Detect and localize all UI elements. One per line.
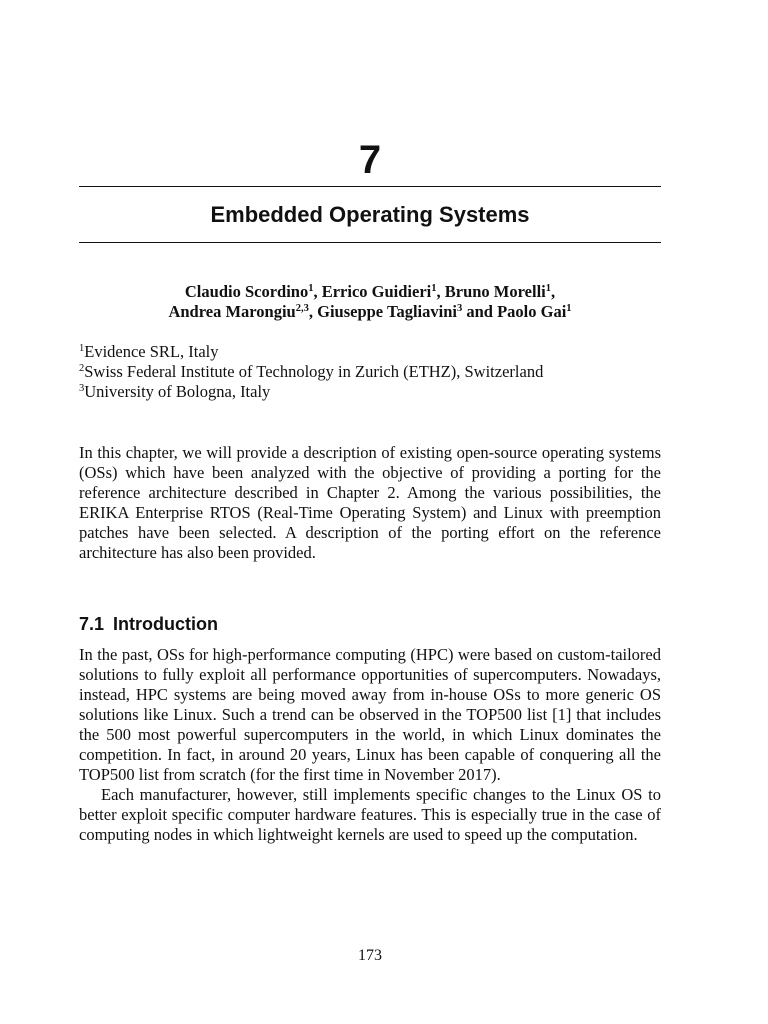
body-paragraph: Each manufacturer, however, still implements specific changes to the Linux OS to better exploit specific computer hardware features. This is especially true in the case of computing nodes in which lightweight kernels are used to speed up the computation.: [79, 785, 661, 844]
author-separator: ,: [550, 282, 556, 301]
body-paragraph: In the past, OSs for high-performance computing (HPC) were based on custom-tailored solutions to fully exploit all performance opportunities of supercomputers. Nowadays, instead, HPC systems are being moved away from in-house OSs to more generic OS solutions like Linux. Such a trend can be observed in the TOP500 list [1] that includes the 500 most powerful supercomputers in the world, in which Linux dominates the competition. In fact, in around 20 years, Linux has been capable of conquering all the TOP500 list from scratch (for the first time in November 2017).: [79, 645, 661, 784]
author-affil-marker: 1: [308, 283, 314, 295]
affiliation-text: Evidence SRL, Italy: [84, 342, 219, 361]
author-affil-marker: 2,3: [295, 303, 309, 315]
section-title: Introduction: [113, 614, 219, 634]
author-name: Giuseppe Tagliavini: [317, 302, 457, 321]
abstract-paragraph: In this chapter, we will provide a description of existing open-source operating systems (OSs) which have been analyzed with the objective of providing a porting for the reference architecture described in Chapter 2. Among the various possibilities, the ERIKA Enterprise RTOS (Real-Time Operating System) and Linux with preemption patches have been selected. A description of the porting effort on the reference architecture has also been provided.: [79, 443, 661, 562]
chapter-abstract: [79, 443, 661, 563]
author-separator: ,: [313, 282, 322, 301]
affiliation-marker: 1: [79, 343, 85, 355]
author-line-2: [79, 302, 661, 322]
author-name: Bruno Morelli: [444, 282, 546, 301]
section-heading: [79, 611, 218, 637]
author-name: Claudio Scordino: [184, 282, 309, 301]
affiliation-list: [79, 342, 543, 402]
author-list: [79, 282, 661, 322]
affiliation-item: [79, 362, 543, 382]
page-number: 173: [358, 947, 382, 964]
author-separator: ,: [308, 302, 318, 321]
author-affil-marker: 3: [456, 303, 463, 315]
section-number: 7.1: [79, 614, 105, 634]
author-affil-marker: 1: [566, 303, 572, 315]
chapter-number: 7: [358, 138, 382, 182]
author-line-1: [79, 282, 661, 302]
affiliation-marker: 3: [79, 383, 85, 395]
author-name: Errico Guidieri: [321, 282, 432, 301]
title-bottom-rule: [79, 242, 661, 243]
author-affil-marker: 1: [545, 283, 551, 295]
author-affil-marker: 1: [431, 283, 437, 295]
chapter-title: Embedded Operating Systems: [210, 202, 530, 227]
affiliation-item: [79, 342, 543, 362]
affiliation-text: University of Bologna, Italy: [84, 382, 271, 401]
author-name: Andrea Marongiu: [168, 302, 296, 321]
affiliation-item: [79, 382, 543, 402]
affiliation-text: Swiss Federal Institute of Technology in Zurich (ETHZ), Switzerland: [84, 362, 544, 381]
title-top-rule: [79, 186, 661, 187]
affiliation-marker: 2: [79, 363, 85, 375]
author-name: Paolo Gai: [497, 302, 567, 321]
author-separator: ,: [436, 282, 445, 301]
author-separator: and: [462, 302, 498, 321]
section-body: [79, 645, 661, 845]
